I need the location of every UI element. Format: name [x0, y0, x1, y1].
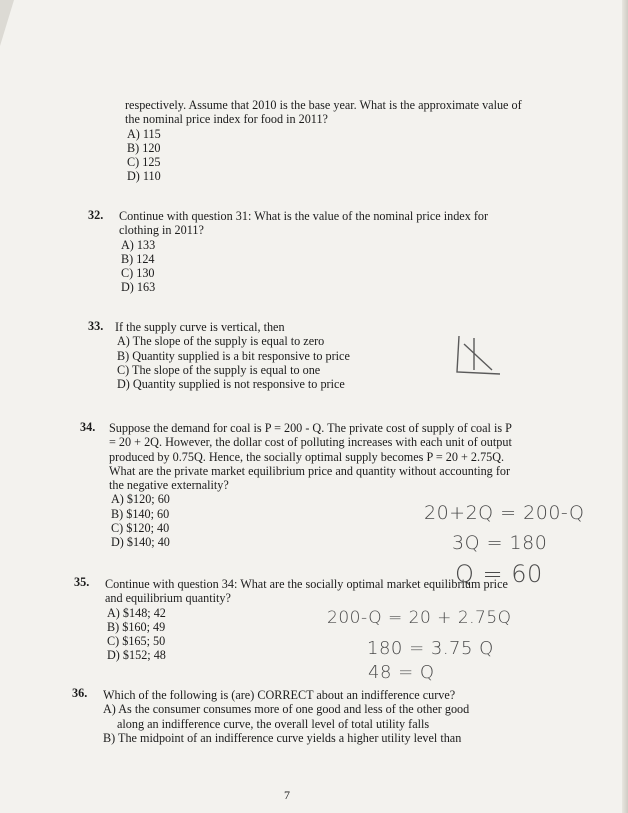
option-d: D) $152; 48 — [107, 648, 166, 663]
option-b: B) 120 — [127, 140, 161, 155]
question-35-number: 35. — [74, 575, 90, 589]
handwritten-answer: Q = 60 — [455, 560, 543, 588]
question-36-text-line: A) As the consumer consumes more of one good and less of the other good — [103, 702, 470, 717]
page-edge-shadow — [622, 0, 628, 813]
question-35-text-line: Continue with question 34: What are the socially optimal market equilibrium price — [105, 577, 508, 591]
option-c: C) 125 — [127, 155, 161, 170]
question-34-text-line: What are the private market equilibrium price and quantity without accounting for — [109, 463, 511, 478]
question-33 — [115, 320, 350, 391]
handwritten-equation: 3Q = 180 — [452, 532, 548, 554]
option-a: A) $120; 60 — [111, 492, 170, 507]
question-36-text-line: Which of the following is (are) CORRECT about an indifference curve? — [103, 688, 456, 702]
question-34 — [109, 421, 512, 550]
question-31-text-line: respectively. Assume that 2010 is the base year. What is the approximate value of — [125, 98, 522, 112]
question-36-text-line: along an indifference curve, the overall level of total utility falls — [117, 716, 430, 731]
question-32-text-line: Continue with question 31: What is the value of the nominal price index for — [119, 209, 489, 223]
question-36-number: 36. — [72, 686, 88, 700]
option-d: D) 110 — [127, 169, 161, 184]
question-34-text-line: the negative externality? — [109, 478, 229, 493]
question-32-number: 32. — [88, 208, 104, 222]
option-a: A) $148; 42 — [107, 605, 166, 620]
question-31-text-line: the nominal price index for food in 2011? — [125, 112, 328, 127]
folded-corner — [0, 0, 14, 46]
question-36 — [103, 688, 469, 745]
question-34-text-line: = 20 + 2Q. However, the dollar cost of polluting increases with each unit of output — [109, 435, 512, 450]
question-32 — [119, 209, 488, 295]
page-number: 7 — [284, 788, 290, 802]
question-31 — [125, 98, 522, 184]
handwritten-equation: 180 = 3.75 Q — [367, 638, 494, 659]
option-c: C) The slope of the supply is equal to one — [117, 362, 321, 377]
option-a: A) 115 — [127, 126, 161, 141]
option-a: A) The slope of the supply is equal to zero — [117, 334, 325, 349]
option-b: B) Quantity supplied is a bit responsive to price — [117, 348, 350, 363]
question-33-number: 33. — [88, 319, 104, 333]
question-34-text-line: Suppose the demand for coal is P = 200 - Q. The private cost of supply of coal is P — [109, 421, 512, 435]
option-d: D) $140; 40 — [111, 535, 170, 550]
question-33-text-line: If the supply curve is vertical, then — [115, 320, 285, 334]
option-a: A) 133 — [121, 237, 156, 252]
handwritten-equation: 20+2Q = 200-Q — [424, 502, 585, 524]
option-b: B) $160; 49 — [107, 619, 166, 634]
question-36-text-line: B) The midpoint of an indifference curve yields a higher utility level than — [103, 730, 462, 745]
option-b: B) $140; 60 — [111, 506, 170, 521]
handwritten-supply-sketch — [452, 334, 502, 378]
handwritten-answer: 48 = Q — [368, 662, 435, 683]
handwritten-equation: 200-Q = 20 + 2.75Q — [327, 608, 512, 628]
option-d: D) 163 — [121, 280, 156, 295]
option-c: C) $165; 50 — [107, 634, 166, 649]
option-d: D) Quantity supplied is not responsive to price — [117, 377, 345, 392]
question-35-text-line: and equilibrium quantity? — [105, 591, 231, 606]
option-c: C) $120; 40 — [111, 521, 170, 536]
option-c: C) 130 — [121, 266, 155, 281]
question-34-number: 34. — [80, 420, 96, 434]
question-32-text-line: clothing in 2011? — [119, 223, 204, 238]
option-b: B) 124 — [121, 251, 155, 266]
question-34-text-line: produced by 0.75Q. Hence, the socially optimal supply becomes P = 20 + 2.75Q. — [109, 449, 505, 464]
